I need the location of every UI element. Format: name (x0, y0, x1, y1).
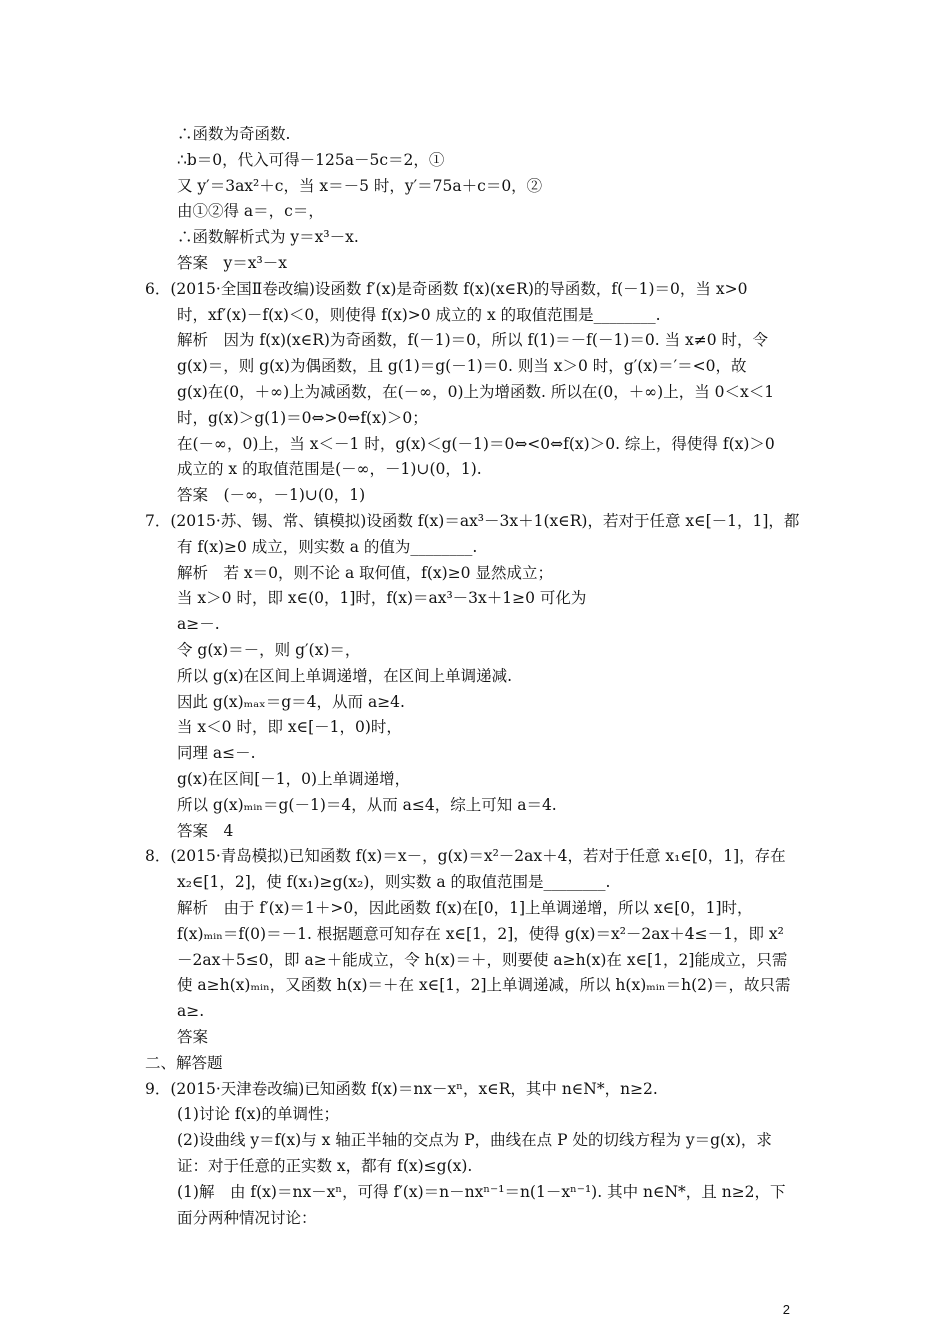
text-line: 成立的 x 的取值范围是(－∞，－1)∪(0，1). (177, 460, 482, 479)
text-line: 解析 由于 f′(x)＝1＋>0，因此函数 f(x)在[0，1]上单调递增，所以 x∈[0，1]时， (177, 899, 753, 917)
text-line: 令 g(x)＝－，则 g′(x)＝， (177, 641, 361, 659)
text-line: (1)讨论 f(x)的单调性； (177, 1105, 339, 1124)
text-line: 解析 因为 f(x)(x∈R)为奇函数，f(－1)＝0，所以 f(1)＝－f(－1)＝0. 当 x≠0 时，令 (177, 331, 769, 350)
text-line: 当 x＞0 时，即 x∈(0，1]时，f(x)＝ax³－3x＋1≥0 可化为 (177, 589, 587, 608)
text-line: 答案 (－∞，－1)∪(0，1) (177, 486, 366, 505)
text-line: 6．(2015·全国Ⅱ卷改编)设函数 f′(x)是奇函数 f(x)(x∈R)的导函数，f(－1)＝0，当 x>0 (145, 279, 748, 298)
text-line: (2)设曲线 y＝f(x)与 x 轴正半轴的交点为 P，曲线在点 P 处的切线方程为 y＝g(x)，求 (177, 1131, 772, 1150)
text-line: g(x)＝，则 g(x)为偶函数，且 g(1)＝g(－1)＝0. 则当 x＞0 时，g′(x)＝′＝<0，故 (177, 357, 747, 376)
text-line: －2ax＋5≤0，即 a≥＋能成立，令 h(x)＝＋，则要使 a≥h(x)在 x∈[1，2]能成立，只需 (177, 950, 788, 969)
text-line: 当 x＜0 时，即 x∈[－1，0)时， (177, 718, 402, 737)
text-line: ∴函数为奇函数. (177, 125, 291, 143)
text-line: a≥－. (177, 615, 220, 634)
text-line: 使 a≥h(x)ₘᵢₙ，又函数 h(x)＝＋在 x∈[1，2]上单调递减，所以 h(x)ₘᵢₙ＝h(2)＝，故只需 (177, 976, 791, 995)
text-line: 所以 g(x)在区间上单调递增，在区间上单调递减. (177, 666, 513, 685)
text-line: 答案 y＝x³－x (177, 254, 287, 272)
text-line: 面分两种情况讨论： (177, 1208, 317, 1227)
text-line: x₂∈[1，2]，使 f(x₁)≥g(x₂)，则实数 a 的取值范围是________. (177, 873, 611, 892)
text-line: 时，xf′(x)－f(x)＜0，则使得 f(x)>0 成立的 x 的取值范围是________. (177, 305, 661, 324)
text-line: 证：对于任意的正实数 x，都有 f(x)≤g(x). (177, 1157, 473, 1175)
text-line: 时，g(x)＞g(1)＝0⇔>0⇔f(x)＞0； (177, 408, 428, 427)
text-line: g(x)在(0，＋∞)上为减函数，在(－∞，0)上为增函数. 所以在(0，＋∞)上，当 0＜x＜1 (177, 383, 775, 401)
text-line: (1)解 由 f(x)＝nx－xⁿ，可得 f′(x)＝n－nxⁿ⁻¹＝n(1－xⁿ⁻¹). 其中 n∈N*，且 n≥2，下 (177, 1182, 786, 1201)
page-number: 2 (782, 1302, 790, 1317)
text-line: 7．(2015·苏、锡、常、镇模拟)设函数 f(x)＝ax³－3x＋1(x∈R)，若对于任意 x∈[－1，1]，都 (145, 512, 800, 530)
text-line: 所以 g(x)ₘᵢₙ＝g(－1)＝4，从而 a≤4，综上可知 a＝4. (177, 795, 557, 814)
text-line: 答案 (177, 1028, 209, 1046)
text-line: ∴b＝0，代入可得－125a－5c＝2，① (177, 150, 445, 169)
text-line: a≥. (177, 1002, 205, 1021)
text-line: 在(－∞，0)上，当 x＜－1 时，g(x)＜g(－1)＝0⇔<0⇔f(x)＞0. 综上，得使得 f(x)＞0 (177, 434, 775, 453)
text-line: 由①②得 a＝，c＝， (177, 202, 324, 221)
text-line: 9．(2015·天津卷改编)已知函数 f(x)＝nx－xⁿ，x∈R，其中 n∈N*，n≥2. (145, 1079, 658, 1098)
text-line: 解析 若 x＝0，则不论 a 取何值，f(x)≥0 显然成立； (177, 563, 553, 582)
text-line: g(x)在区间[－1，0)上单调递增， (177, 770, 411, 788)
text-line: ∴函数解析式为 y＝x³－x. (177, 228, 359, 247)
text-line: 有 f(x)≥0 成立，则实数 a 的值为________. (177, 537, 478, 556)
text-line: 二、解答题 (145, 1053, 223, 1072)
text-line: 答案 4 (177, 821, 234, 840)
text-line: 又 y′＝3ax²＋c，当 x＝－5 时，y′＝75a＋c＝0，② (177, 176, 543, 195)
text-line: 8．(2015·青岛模拟)已知函数 f(x)＝x－，g(x)＝x²－2ax＋4，若对于任意 x₁∈[0，1]，存在 (145, 847, 786, 866)
text-line: 同理 a≤－. (177, 744, 256, 763)
text-line: 因此 g(x)ₘₐₓ＝g＝4，从而 a≥4. (177, 692, 405, 711)
text-line: f(x)ₘᵢₙ＝f(0)＝－1. 根据题意可知存在 x∈[1，2]，使得 g(x)＝x²－2ax＋4≤－1，即 x² (177, 924, 784, 943)
